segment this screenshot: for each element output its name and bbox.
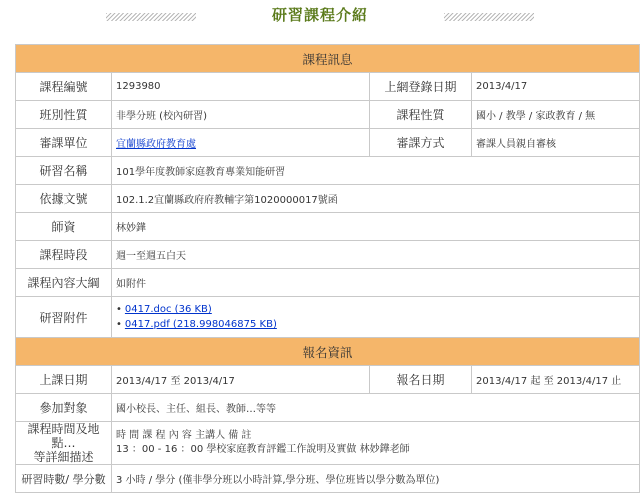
attachment-item bbox=[116, 302, 635, 317]
section-header-course: 課程訊息 bbox=[16, 45, 640, 73]
schedule-value bbox=[112, 422, 640, 465]
course-nature-value: 國小 / 教學 / 家政教育 / 無 bbox=[472, 101, 640, 129]
signup-date-value: 2013/4/17 起 至 2013/4/17 止 bbox=[472, 366, 640, 394]
start-date-value: 2013/4/17 至 2013/4/17 bbox=[112, 366, 370, 394]
page-header bbox=[0, 0, 640, 34]
class-type-label: 班別性質 bbox=[16, 101, 112, 129]
audience-value: 國小校長、主任、組長、教師…等等 bbox=[112, 394, 640, 422]
attachment-item bbox=[116, 317, 635, 332]
review-unit-label: 審課單位 bbox=[16, 129, 112, 157]
course-info-table bbox=[15, 44, 640, 493]
course-outline-label: 課程內容大綱 bbox=[16, 269, 112, 297]
review-unit-link[interactable]: 宜蘭縣政府教育處 bbox=[116, 139, 196, 150]
review-unit-cell bbox=[112, 129, 370, 157]
teacher-label: 師資 bbox=[16, 213, 112, 241]
hours-value: 3 小時 / 學分 (僅非學分班以小時計算,學分班、學位班皆以學分數為單位) bbox=[112, 465, 640, 493]
course-id-label: 課程編號 bbox=[16, 73, 112, 101]
class-type-value: 非學分班 (校內研習) bbox=[112, 101, 370, 129]
attachment-link-doc[interactable]: 0417.doc (36 KB) bbox=[124, 304, 212, 315]
start-date-label: 上課日期 bbox=[16, 366, 112, 394]
document-number-value: 102.1.2宜蘭縣政府府教輔字第1020000017號函 bbox=[112, 185, 640, 213]
attachment-list bbox=[112, 297, 640, 338]
audience-label: 參加對象 bbox=[16, 394, 112, 422]
teacher-value: 林妙鏵 bbox=[112, 213, 640, 241]
schedule-label bbox=[16, 422, 112, 465]
schedule-value-line1: 時 間 課 程 內 容 主講人 備 註 bbox=[116, 430, 252, 441]
header-decoration-right bbox=[444, 13, 534, 21]
course-period-value: 週一至週五白天 bbox=[112, 241, 640, 269]
course-period-label: 課程時段 bbox=[16, 241, 112, 269]
hours-label: 研習時數/ 學分數 bbox=[16, 465, 112, 493]
review-method-label: 審課方式 bbox=[370, 129, 472, 157]
section-header-signup: 報名資訊 bbox=[16, 338, 640, 366]
course-outline-value: 如附件 bbox=[112, 269, 640, 297]
course-name-value: 101學年度教師家庭教育專業知能研習 bbox=[112, 157, 640, 185]
page-title: 研習課程介紹 bbox=[271, 6, 368, 24]
online-date-value: 2013/4/17 bbox=[472, 73, 640, 101]
course-name-label: 研習名稱 bbox=[16, 157, 112, 185]
document-number-label: 依據文號 bbox=[16, 185, 112, 213]
attachment-link-pdf[interactable]: 0417.pdf (218.998046875 KB) bbox=[124, 319, 277, 330]
schedule-label-line2: 等詳細描述 bbox=[33, 450, 94, 464]
schedule-label-line1: 課程時間及地點… bbox=[27, 422, 100, 450]
bullet-icon: • bbox=[116, 304, 122, 315]
signup-date-label: 報名日期 bbox=[370, 366, 472, 394]
attachment-label: 研習附件 bbox=[16, 297, 112, 338]
bullet-icon: • bbox=[116, 319, 122, 330]
course-id-value: 1293980 bbox=[112, 73, 370, 101]
course-nature-label: 課程性質 bbox=[370, 101, 472, 129]
review-method-value: 審課人員親自審核 bbox=[472, 129, 640, 157]
online-date-label: 上網登錄日期 bbox=[370, 73, 472, 101]
schedule-value-line2: 13 ：00 - 16 ：00 學校家庭教育評鑑工作說明及實做 林妙鏵老師 bbox=[116, 444, 410, 455]
